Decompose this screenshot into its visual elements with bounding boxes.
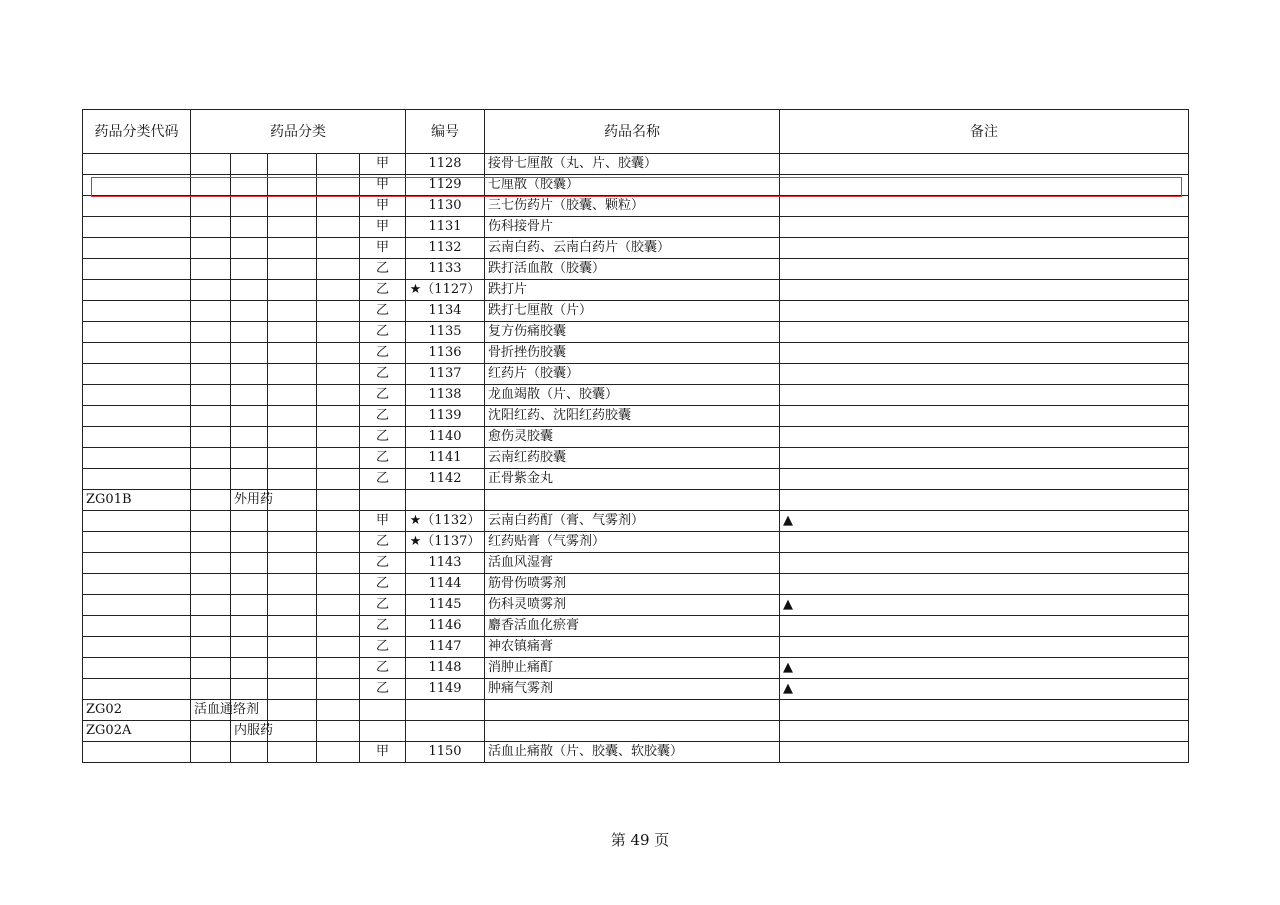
header-code: 药品分类代码 [83,110,191,154]
grade-cell: 甲 [360,217,406,238]
category-spacer-cell [317,679,360,700]
grade-cell: 乙 [360,406,406,427]
grade-cell: 乙 [360,532,406,553]
number-cell: ★（1127） [406,280,485,301]
drug-name-cell: 龙血竭散（片、胶囊） [485,385,780,406]
table-row [83,658,1189,679]
code-cell [83,385,191,406]
table-row [83,154,1189,175]
category-level2-cell [231,511,268,532]
grade-cell [360,721,406,742]
number-cell: 1139 [406,406,485,427]
note-cell [780,469,1189,490]
grade-cell: 乙 [360,322,406,343]
drug-name-cell: 愈伤灵胶囊 [485,427,780,448]
category-level1-cell [191,217,231,238]
number-cell: 1133 [406,259,485,280]
category-level1-cell [191,196,231,217]
table-row [83,511,1189,532]
grade-cell: 乙 [360,637,406,658]
category-level1-cell [191,532,231,553]
drug-name-cell: 活血风湿膏 [485,553,780,574]
drug-name-cell: 跌打七厘散（片） [485,301,780,322]
category-spacer-cell [317,385,360,406]
category-level1-cell [191,637,231,658]
table-row [83,616,1189,637]
code-cell [83,742,191,763]
category-spacer-cell [317,322,360,343]
table-row [83,343,1189,364]
drug-name-cell: 接骨七厘散（丸、片、胶囊） [485,154,780,175]
note-cell [780,322,1189,343]
grade-cell: 乙 [360,574,406,595]
drug-name-cell: 红药片（胶囊） [485,364,780,385]
code-cell [83,217,191,238]
table-row [83,280,1189,301]
drug-name-cell: 正骨紫金丸 [485,469,780,490]
category-level3-cell [268,700,317,721]
table-row [83,448,1189,469]
number-cell: 1143 [406,553,485,574]
grade-cell [360,490,406,511]
drug-name-cell [485,700,780,721]
category-level2-cell [231,301,268,322]
category-level1-cell [191,175,231,196]
category-level3-cell [268,196,317,217]
code-cell [83,364,191,385]
category-level2-cell [231,196,268,217]
category-level2-cell [231,616,268,637]
table-row [83,700,1189,721]
table-row [83,427,1189,448]
category-level3-cell [268,343,317,364]
table-row [83,553,1189,574]
number-cell: 1149 [406,679,485,700]
category-level1-cell [191,322,231,343]
category-level1-cell [191,364,231,385]
drug-name-cell: 消肿止痛酊 [485,658,780,679]
code-cell [83,196,191,217]
category-level2-cell [231,742,268,763]
category-spacer-cell [317,721,360,742]
category-level2-cell [231,469,268,490]
note-cell [780,490,1189,511]
number-cell: 1146 [406,616,485,637]
drug-catalog-table [82,109,1189,763]
category-spacer-cell [317,490,360,511]
category-level2-cell [231,427,268,448]
category-level1-cell [191,280,231,301]
grade-cell: 甲 [360,154,406,175]
grade-cell: 乙 [360,343,406,364]
category-level1-cell [191,154,231,175]
code-cell [83,448,191,469]
category-level3-cell [268,469,317,490]
category-spacer-cell [317,175,360,196]
category-level1-cell [191,469,231,490]
note-cell [780,364,1189,385]
category-level2-cell [231,448,268,469]
note-cell [780,385,1189,406]
drug-name-cell: 三七伤药片（胶囊、颗粒） [485,196,780,217]
category-level1-cell [191,511,231,532]
category-spacer-cell [317,238,360,259]
drug-name-cell [485,490,780,511]
drug-name-cell: 云南白药酊（膏、气雾剂） [485,511,780,532]
category-level1-cell [191,448,231,469]
table-row [83,385,1189,406]
category-level3-cell [268,175,317,196]
note-cell [780,616,1189,637]
category-level3-cell [268,322,317,343]
category-spacer-cell [317,742,360,763]
category-level2-cell [231,364,268,385]
category-level3-cell [268,574,317,595]
number-cell: 1128 [406,154,485,175]
drug-name-cell: 复方伤痛胶囊 [485,322,780,343]
number-cell: 1142 [406,469,485,490]
header-note: 备注 [780,110,1189,154]
category-level3-cell [268,721,317,742]
category-level3-cell [268,364,317,385]
table-row [83,595,1189,616]
category-level3-cell [268,385,317,406]
page-number: 第 49 页 [610,831,670,849]
category-level3-cell [268,553,317,574]
category-spacer-cell [317,280,360,301]
table-row [83,490,1189,511]
code-cell [83,658,191,679]
category-spacer-cell [317,574,360,595]
table-row [83,259,1189,280]
category-level1-cell [191,553,231,574]
category-level1-cell [191,679,231,700]
category-level2-cell [231,406,268,427]
category-spacer-cell [317,364,360,385]
note-cell: ▲ [780,658,1189,679]
category-level2-cell [231,658,268,679]
drug-name-cell: 云南白药、云南白药片（胶囊） [485,238,780,259]
note-cell [780,742,1189,763]
grade-cell: 甲 [360,175,406,196]
table-row [83,238,1189,259]
category-level3-cell [268,259,317,280]
category-level1-cell [191,658,231,679]
code-cell [83,427,191,448]
category-spacer-cell [317,511,360,532]
note-cell [780,574,1189,595]
category-spacer-cell [317,469,360,490]
category-level1-cell [191,616,231,637]
grade-cell: 乙 [360,448,406,469]
category-level2-cell [231,322,268,343]
grade-cell: 乙 [360,427,406,448]
code-cell [83,238,191,259]
category-level1-cell [191,343,231,364]
grade-cell: 乙 [360,553,406,574]
category-level3-cell [268,406,317,427]
number-cell: 1135 [406,322,485,343]
note-cell [780,532,1189,553]
note-cell [780,217,1189,238]
number-cell: 1150 [406,742,485,763]
category-level2-cell [231,238,268,259]
grade-cell: 乙 [360,616,406,637]
category-level2-cell [231,553,268,574]
category-spacer-cell [317,406,360,427]
grade-cell: 乙 [360,679,406,700]
number-cell [406,700,485,721]
number-cell: 1136 [406,343,485,364]
code-cell [83,322,191,343]
drug-name-cell: 跌打活血散（胶囊） [485,259,780,280]
code-cell [83,175,191,196]
table-row [83,679,1189,700]
code-cell [83,511,191,532]
drug-name-cell: 麝香活血化瘀膏 [485,616,780,637]
category-level3-cell [268,490,317,511]
code-cell [83,616,191,637]
drug-name-cell [485,721,780,742]
category-level3-cell [268,301,317,322]
note-cell [780,280,1189,301]
note-cell [780,154,1189,175]
code-cell [83,406,191,427]
category-spacer-cell [317,259,360,280]
number-cell: 1144 [406,574,485,595]
category-level3-cell [268,679,317,700]
number-cell: 1130 [406,196,485,217]
category-level1-cell [191,742,231,763]
number-cell: 1131 [406,217,485,238]
code-cell [83,259,191,280]
drug-name-cell: 肿痛气雾剂 [485,679,780,700]
note-cell [780,553,1189,574]
code-cell: ZG01B [83,490,191,511]
category-spacer-cell [317,343,360,364]
drug-name-cell: 沈阳红药、沈阳红药胶囊 [485,406,780,427]
number-cell: 1145 [406,595,485,616]
category-spacer-cell [317,553,360,574]
code-cell [83,637,191,658]
category-spacer-cell [317,658,360,679]
category-level3-cell [268,427,317,448]
category-level3-cell [268,280,317,301]
category-level3-cell [268,616,317,637]
grade-cell: 甲 [360,196,406,217]
category-level2-cell [231,385,268,406]
category-level2-cell [231,574,268,595]
note-cell: ▲ [780,511,1189,532]
category-level2-cell [231,637,268,658]
drug-name-cell: 七厘散（胶囊） [485,175,780,196]
category-level2-cell [231,175,268,196]
category-level2-cell [231,595,268,616]
drug-name-cell: 伤科灵喷雾剂 [485,595,780,616]
category-level1-cell [191,721,231,742]
header-name: 药品名称 [485,110,780,154]
note-cell [780,700,1189,721]
category-spacer-cell [317,427,360,448]
category-spacer-cell [317,301,360,322]
header-number: 编号 [406,110,485,154]
number-cell: 1132 [406,238,485,259]
table-row [83,574,1189,595]
grade-cell: 乙 [360,385,406,406]
category-level3-cell [268,238,317,259]
number-cell: ★（1132） [406,511,485,532]
category-level1-cell [191,238,231,259]
grade-cell: 乙 [360,364,406,385]
grade-cell: 乙 [360,595,406,616]
code-cell: ZG02 [83,700,191,721]
table-row [83,532,1189,553]
note-cell [780,175,1189,196]
note-cell: ▲ [780,595,1189,616]
drug-name-cell: 活血止痛散（片、胶囊、软胶囊） [485,742,780,763]
table-row [83,322,1189,343]
note-cell [780,721,1189,742]
category-level1-cell [191,385,231,406]
category-spacer-cell [317,532,360,553]
category-level3-cell [268,511,317,532]
table-header-row [83,110,1189,154]
number-cell [406,490,485,511]
table-row [83,175,1189,196]
number-cell: 1147 [406,637,485,658]
table-row [83,406,1189,427]
grade-cell: 乙 [360,658,406,679]
note-cell [780,301,1189,322]
category-level1-cell [191,301,231,322]
category-level1-cell [191,427,231,448]
category-level2-cell [231,532,268,553]
table-row [83,721,1189,742]
category-level3-cell [268,217,317,238]
code-cell: ZG02A [83,721,191,742]
category-level1-cell: 活血通络剂 [191,700,231,721]
code-cell [83,343,191,364]
drug-name-cell: 骨折挫伤胶囊 [485,343,780,364]
number-cell: 1134 [406,301,485,322]
code-cell [83,532,191,553]
category-spacer-cell [317,196,360,217]
code-cell [83,553,191,574]
drug-name-cell: 红药贴膏（气雾剂） [485,532,780,553]
note-cell [780,637,1189,658]
note-cell [780,406,1189,427]
grade-cell: 乙 [360,469,406,490]
drug-name-cell: 筋骨伤喷雾剂 [485,574,780,595]
category-level3-cell [268,448,317,469]
category-level2-cell [231,343,268,364]
category-spacer-cell [317,700,360,721]
code-cell [83,280,191,301]
grade-cell: 乙 [360,280,406,301]
category-level2-cell: 外用药 [231,490,268,511]
drug-name-cell: 伤科接骨片 [485,217,780,238]
table-row [83,196,1189,217]
drug-name-cell: 神农镇痛膏 [485,637,780,658]
category-level1-cell [191,574,231,595]
drug-name-cell: 云南红药胶囊 [485,448,780,469]
category-level3-cell [268,532,317,553]
table-row [83,742,1189,763]
note-cell [780,196,1189,217]
code-cell [83,574,191,595]
table-row [83,364,1189,385]
code-cell [83,154,191,175]
grade-cell: 甲 [360,511,406,532]
grade-cell: 甲 [360,238,406,259]
note-cell: ▲ [780,679,1189,700]
grade-cell [360,700,406,721]
table-row [83,217,1189,238]
header-category: 药品分类 [191,110,406,154]
category-level3-cell [268,658,317,679]
number-cell: 1138 [406,385,485,406]
number-cell: ★（1137） [406,532,485,553]
number-cell [406,721,485,742]
table-row [83,469,1189,490]
code-cell [83,679,191,700]
number-cell: 1129 [406,175,485,196]
grade-cell: 乙 [360,301,406,322]
category-level3-cell [268,742,317,763]
category-level2-cell: 内服药 [231,721,268,742]
category-level2-cell [231,679,268,700]
category-spacer-cell [317,637,360,658]
category-level2-cell [231,217,268,238]
category-spacer-cell [317,595,360,616]
category-spacer-cell [317,448,360,469]
number-cell: 1140 [406,427,485,448]
drug-name-cell: 跌打片 [485,280,780,301]
category-level2-cell [231,280,268,301]
number-cell: 1148 [406,658,485,679]
category-level3-cell [268,637,317,658]
code-cell [83,595,191,616]
category-level1-cell [191,595,231,616]
table-row [83,301,1189,322]
note-cell [780,238,1189,259]
category-level1-cell [191,259,231,280]
category-spacer-cell [317,616,360,637]
category-level3-cell [268,595,317,616]
note-cell [780,259,1189,280]
code-cell [83,469,191,490]
note-cell [780,427,1189,448]
code-cell [83,301,191,322]
category-spacer-cell [317,154,360,175]
category-level1-cell [191,490,231,511]
category-level1-cell [191,406,231,427]
category-spacer-cell [317,217,360,238]
number-cell: 1141 [406,448,485,469]
category-level3-cell [268,154,317,175]
category-level2-cell [231,259,268,280]
category-level2-cell [231,154,268,175]
grade-cell: 甲 [360,742,406,763]
number-cell: 1137 [406,364,485,385]
note-cell [780,343,1189,364]
grade-cell: 乙 [360,259,406,280]
table-row [83,637,1189,658]
note-cell [780,448,1189,469]
